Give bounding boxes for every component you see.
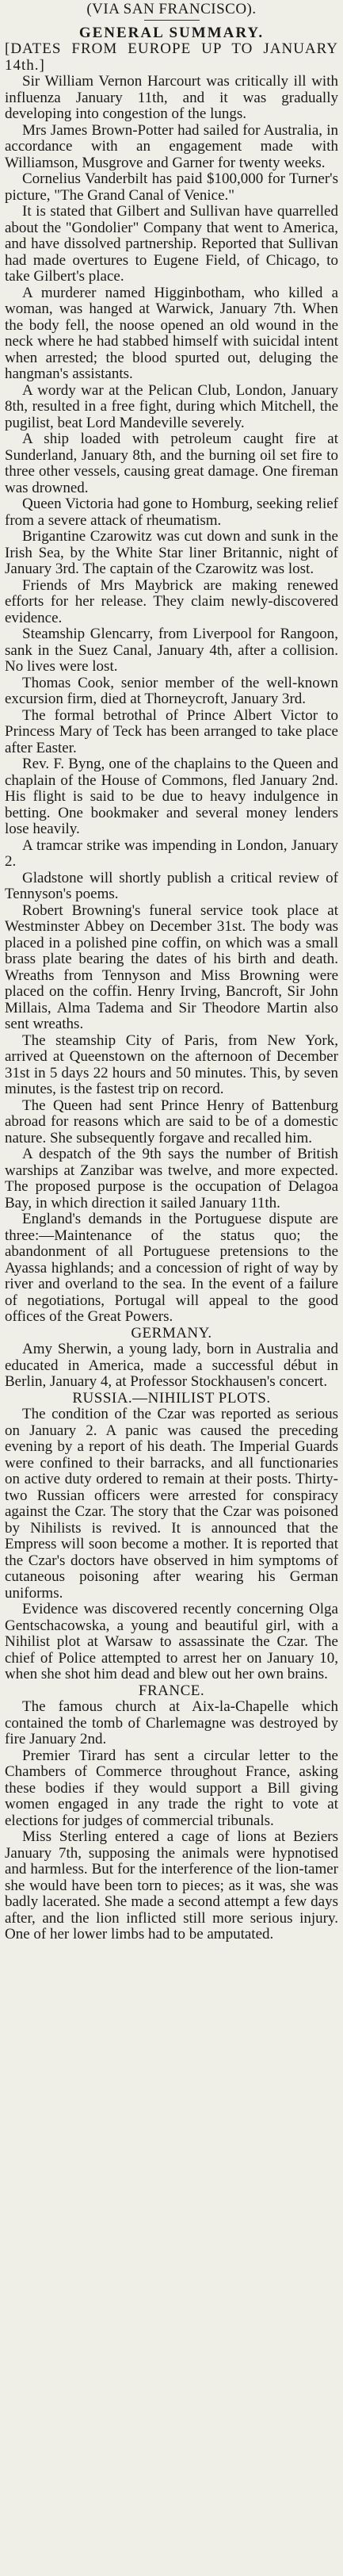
news-paragraph: Mrs James Brown-Potter had sailed for Australia, in accordance with an engagement made with Williamson, Musgrove and Garner for twenty weeks. [5, 121, 338, 171]
page-title: GENERAL SUMMARY. [78, 24, 265, 41]
news-paragraph: The famous church at Aix-la-Chapelle which contained the tomb of Charlemagne was destroyed by fire January 2nd. [5, 1698, 338, 1747]
section-heading-france: FRANCE. [138, 1682, 205, 1699]
news-paragraph: Thomas Cook, senior member of the well-known excursion firm, died at Thorneycroft, January 3rd. [5, 674, 338, 707]
germany-news [5, 1342, 338, 1391]
news-paragraph: Amy Sherwin, a young lady, born in Australia and educated in America, made a successful début in Berlin, January 4, at Professor Stockhausen's concert. [5, 1341, 338, 1390]
section-heading-germany: GERMANY. [131, 1324, 212, 1342]
general-news [5, 74, 338, 1326]
news-paragraph: A despatch of the 9th says the number of British warships at Zanzibar was twelve, and more expected. The proposed purpose is the occupation of Delagoa Bay, in which direction it sailed January 11th. [5, 1146, 338, 1211]
news-paragraph: The Queen had sent Prince Henry of Battenburg abroad for reasons which are said to be of a domestic nature. She subsequently forgave and recalled him. [5, 1097, 338, 1146]
news-paragraph: A tramcar strike was impending in London, January 2. [5, 836, 338, 870]
divider-rule [144, 20, 200, 21]
news-paragraph: Brigantine Czarowitz was cut down and sunk in the Irish Sea, by the White Star liner Britannic, night of January 3rd. The captain of the Czarowitz was lost. [5, 528, 338, 577]
news-paragraph: The steamship City of Paris, from New York, arrived at Queenstown on the afternoon of December 31st in 5 days 22 hours and 50 minutes. This, by seven minutes, is the fastest trip on record. [5, 1032, 338, 1097]
news-paragraph: Miss Sterling entered a cage of lions at Beziers January 7th, supposing the animals were hypnotised and harmless. But for the interference of the lion-tamer she would have been torn to pieces; as it was, she was badly lacerated. She made a second attempt a few days after, and the lion inflicted still more serious injury. One of her lower limbs had to be amputated. [5, 1828, 338, 1943]
news-paragraph: The formal betrothal of Prince Albert Victor to Princess Mary of Teck has been arranged to take place after Easter. [5, 706, 338, 756]
news-paragraph: It is stated that Gilbert and Sullivan have quarrelled about the "Gondolier" Company that went to America, and have dissolved partnership. Reported that Sullivan had made overtures to Eugene Field, of Chicago, to take Gilbert's place. [5, 203, 338, 285]
russia-news [5, 1407, 338, 1683]
news-paragraph: A ship loaded with petroleum caught fire at Sunderland, January 8th, and the burning oil set fire to three other vessels, causing great damage. One fireman was drowned. [5, 431, 338, 496]
news-paragraph: The condition of the Czar was reported as serious on January 2. A panic was caused the preceding evening by a report of his death. The Imperial Guards were confined to their barracks, and all functionaries on active duty ordered to remain at their posts. Thirty-two Russian officers were arrested for conspiracy against the Czar. The story that the Czar was poisoned by Nihilists is revived. It is announced that the Empress will soon become a mother. It is reported that the Czar's doctors have observed in him symptoms of cutaneous poisoning after wearing his German uniforms. [5, 1406, 338, 1602]
news-paragraph: Cornelius Vanderbilt has paid $100,000 for Turner's picture, "The Grand Canal of Venice." [5, 170, 338, 204]
news-paragraph: Premier Tirard has sent a circular letter to the Chambers of Commerce throughout France, asking these bodies if they would support a Bill giving women engaged in any trade the right to vote at elections for judges of commercial tribunals. [5, 1747, 338, 1829]
news-paragraph: Robert Browning's funeral service took place at Westminster Abbey on December 31st. The body was placed in a polished pine coffin, on which was a small brass plate bearing the dates of his birth and death. Wreaths from Tennyson and Miss Browning were placed on the coffin. Henry Irving, Bancroft, Sir John Millais, Alma Tadema and Sir Theodore Martin also sent wreaths. [5, 901, 338, 1032]
news-paragraph: Evidence was discovered recently concerning Olga Gentschacowska, a young and beautiful girl, with a Nihilist plot at Warsaw to assassinate the Czar. The chief of Police attempted to arrest her on January 10, when she shot him dead and blew out her own brains. [5, 1601, 338, 1682]
news-paragraph: Sir William Vernon Harcourt was critically ill with influenza January 11th, and it was gradually developing into congestion of the lungs. [5, 73, 338, 122]
via-line: (VIA SAN FRANCISCO). [86, 1, 257, 17]
news-paragraph: Rev. F. Byng, one of the chaplains to the Queen and chaplain of the House of Commons, fled January 2nd. His flight is said to be due to heavy indulgence in betting. One bookmaker and several money lenders lose heavily. [5, 756, 338, 837]
news-paragraph: Gladstone will shortly publish a critical review of Tennyson's poems. [5, 869, 338, 902]
news-paragraph: Friends of Mrs Maybrick are making renewed efforts for her release. They claim newly-discovered evidence. [5, 576, 338, 626]
news-paragraph: A wordy war at the Pelican Club, London, January 8th, resulted in a free fight, during which Mitchell, the pugilist, beat Lord Mandeville severely. [5, 381, 338, 431]
news-paragraph: A murderer named Higginbotham, who killed a woman, was hanged at Warwick, January 7th. When the body fell, the noose opened an old wound in the neck where he had stabbed himself with suicidal intent when arrested; the blood spurted out, deluging the hangman's assistants. [5, 284, 338, 382]
dateline: [DATES FROM EUROPE UP TO JANUARY 14th.] [5, 40, 338, 74]
news-paragraph: England's demands in the Portuguese dispute are three:—Maintenance of the status quo; the abandonment of all Portuguese pretensions to the Ayassa highlands; and a concession of right of way by river and overland to the sea. In the event of a failure of negotiations, Portugal will appeal to the good offices of the Great Powers. [5, 1211, 338, 1325]
news-paragraph: Queen Victoria had gone to Homburg, seeking relief from a severe attack of rheumatism. [5, 496, 338, 529]
section-heading-russia: RUSSIA.—NIHILIST PLOTS. [72, 1389, 271, 1407]
news-paragraph: Steamship Glencarry, from Liverpool for Rangoon, sank in the Suez Canal, January 4th, after a collision. No lives were lost. [5, 626, 338, 675]
news-column [5, 2, 338, 1943]
france-news [5, 1699, 338, 1943]
